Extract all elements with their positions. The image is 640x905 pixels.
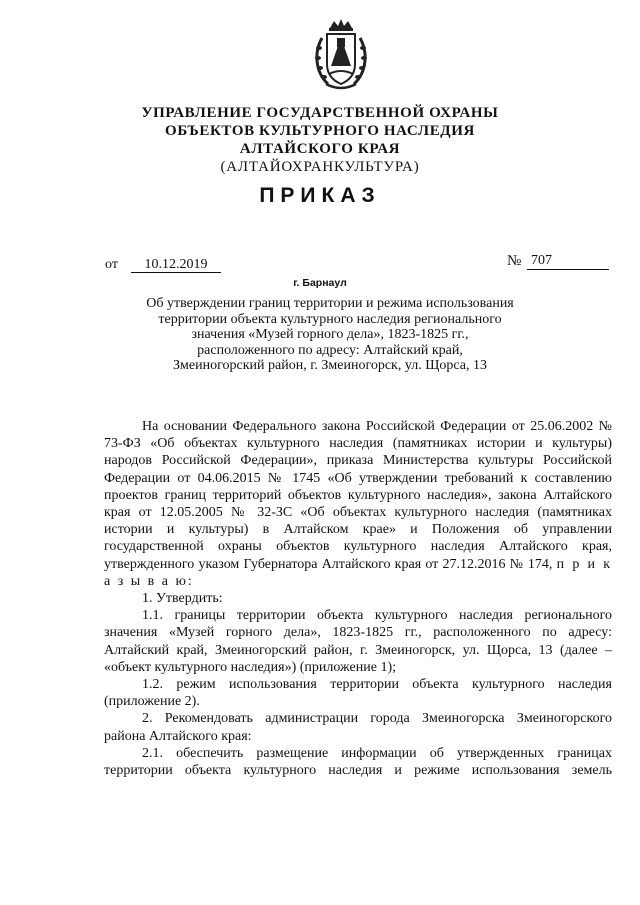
order-word: п р и к а з ы в а ю: <box>104 556 612 589</box>
subject-line: значения «Музей горного дела», 1823-1825 гг., <box>191 327 469 342</box>
subject-line: Змеиногорский район, г. Змеиногорск, ул. Щорса, 13 <box>173 358 487 373</box>
item-1-2: 1.2. режим использования территории объекта культурного наследия (приложение 2). <box>104 677 612 710</box>
document-body <box>104 418 612 779</box>
city: г. Барнаул <box>293 277 347 289</box>
item-2-1: 2.1. обеспечить размещение информации об утвержденных границах территории объекта культурного наследия и режиме использования земель <box>104 745 612 779</box>
org-name-line3: АЛТАЙСКОГО КРАЯ <box>239 141 401 157</box>
document-date: 10.12.2019 <box>131 257 221 273</box>
document-type-title: ПРИКАЗ <box>259 184 381 207</box>
item-1: 1. Утвердить: <box>142 591 223 607</box>
document-subject <box>100 296 560 374</box>
preamble-paragraph <box>104 418 612 590</box>
document-number: 707 <box>527 253 609 270</box>
item-1-1: 1.1. границы территории объекта культурного наследия регионального значения «Музей горного дела», 1823-1825 гг., расположенного по адресу: Алтайский край, Змеиногорский район, г. Змеиногорск, ул. Щорса, 13 (далее – «объект культурного наследия») (приложение 1); <box>104 608 612 675</box>
date-prefix: от <box>105 257 118 272</box>
org-short-name: (АЛТАЙОХРАНКУЛЬТУРА) <box>220 159 420 175</box>
item-2: 2. Рекомендовать администрации города Змеиногорска Змеиногорского района Алтайского края: <box>104 711 612 744</box>
coat-of-arms-icon <box>312 18 370 94</box>
subject-line: территории объекта культурного наследия регионального <box>158 311 502 327</box>
number-sign: № <box>507 253 522 269</box>
org-name-line1: УПРАВЛЕНИЕ ГОСУДАРСТВЕННОЙ ОХРАНЫ <box>141 105 499 121</box>
org-name-line2: ОБЪЕКТОВ КУЛЬТУРНОГО НАСЛЕДИЯ <box>165 123 475 139</box>
preamble-text: На основании Федерального закона Российской Федерации от 25.06.2002 № 73-ФЗ «Об объектах культурного наследия (памятниках истории и культуры) народов Российской Федерации», приказа Министерства культуры Российской Федерации от 04.06.2015 № 1745 «Об утверждении требований к составлению проектов границ территорий объектов культурного наследия», закона Алтайского края от 12.05.2005 № 32-ЗС «Об объектах культурного наследия (памятниках истории и культуры) в Алтайском крае» и Положения об управлении государственной охраны объектов культурного наследия Алтайского края, утвержденного указом Губернатора Алтайского края от 27.12.2016 № 174, <box>104 419 612 572</box>
subject-line: Об утверждении границ территории и режима использования <box>146 296 514 311</box>
subject-line: расположенного по адресу: Алтайский край, <box>197 342 463 358</box>
